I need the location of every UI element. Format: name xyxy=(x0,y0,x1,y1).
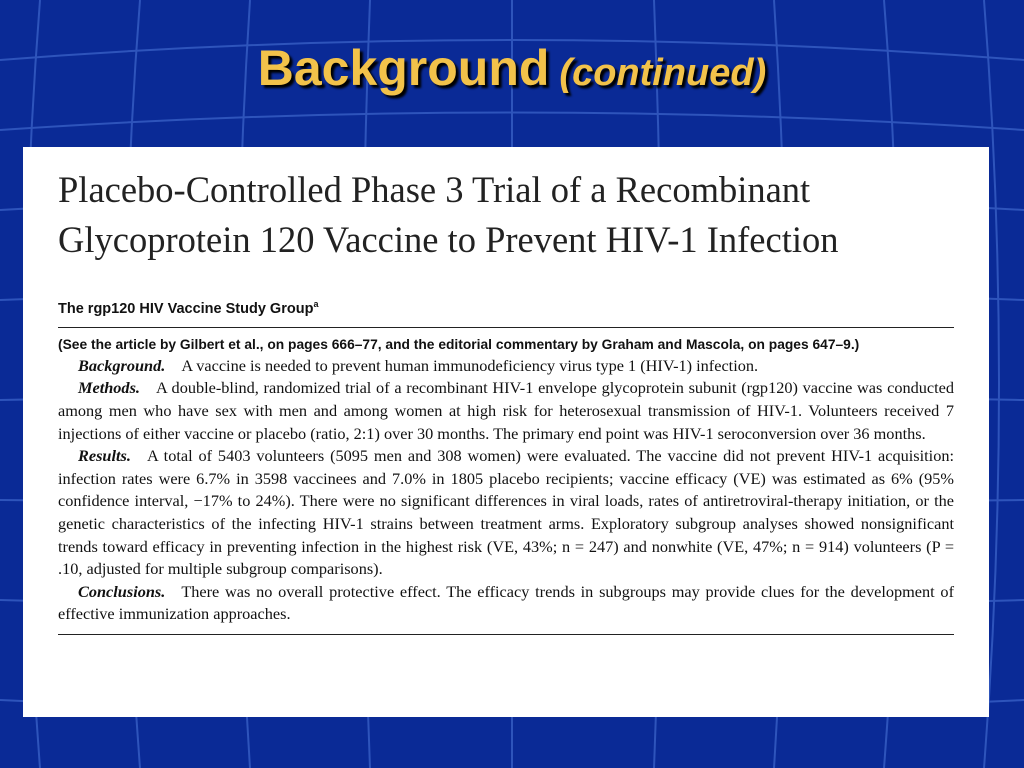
authors-text: The rgp120 HIV Vaccine Study Group xyxy=(58,300,314,317)
article-excerpt xyxy=(23,147,989,717)
section-text: A total of 5403 volunteers (5095 men and 308 women) were evaluated. The vaccine did not prevent HIV-1 acquisition: infection rates were 6.7% in 3598 vaccinees and 7.0% in 1805 placebo recipients; vaccine efficacy (VE) was estimated as 6% (95% confidence interval, −17% to 24%). There were no significant differences in viral loads, rates of antiretroviral-therapy initiation, or the genetic characteristics of the infecting HIV-1 strains between treatment arms. Exploratory subgroup analyses showed nonsignificant trends toward efficacy in preventing infection in the highest risk (VE, 43%; n = 247) and nonwhite (VE, 47%; n = 914) volunteers (P = .10, adjusted for multiple subgroup comparisons). xyxy=(58,446,954,579)
see-article-note: (See the article by Gilbert et al., on pages 666–77, and the editorial commentary by Graham and Mascola, on pages 647–9.) xyxy=(58,336,860,352)
section-text: A double-blind, randomized trial of a recombinant HIV-1 envelope glycoprotein subunit (rgp120) vaccine was conducted among men who have sex with men and among women at high risk for heterosexual transmission of HIV-1. Volunteers received 7 injections of either vaccine or placebo (ratio, 2:1) over 30 months. The primary end point was HIV-1 seroconversion over 36 months. xyxy=(58,378,954,443)
abstract-background xyxy=(58,355,954,378)
section-heading: Background. xyxy=(78,355,166,375)
authors-footnote-marker: a xyxy=(313,299,319,309)
section-heading: Methods. xyxy=(78,378,140,398)
top-divider xyxy=(58,327,954,328)
section-heading: Results. xyxy=(78,446,131,466)
article-authors xyxy=(58,295,954,318)
abstract-methods xyxy=(58,377,954,445)
section-text: There was no overall protective effect. The efficacy trends in subgroups may provide clues for the development of effective immunization approaches. xyxy=(58,581,954,624)
article-title-line-1: Placebo-Controlled Phase 3 Trial of a Recombinant xyxy=(58,169,811,210)
article-title-line-2: Glycoprotein 120 Vaccine to Prevent HIV-1 Infection xyxy=(58,219,839,260)
slide-title-main: Background xyxy=(257,40,550,96)
abstract xyxy=(58,355,954,626)
slide-title xyxy=(0,38,1024,103)
section-text: A vaccine is needed to prevent human immunodeficiency virus type 1 (HIV-1) infection. xyxy=(181,355,759,375)
bottom-divider xyxy=(58,634,954,635)
abstract-results xyxy=(58,445,954,581)
abstract-conclusions xyxy=(58,581,954,626)
slide-title-subtitle: (continued) xyxy=(559,52,767,94)
section-heading: Conclusions. xyxy=(78,581,166,601)
